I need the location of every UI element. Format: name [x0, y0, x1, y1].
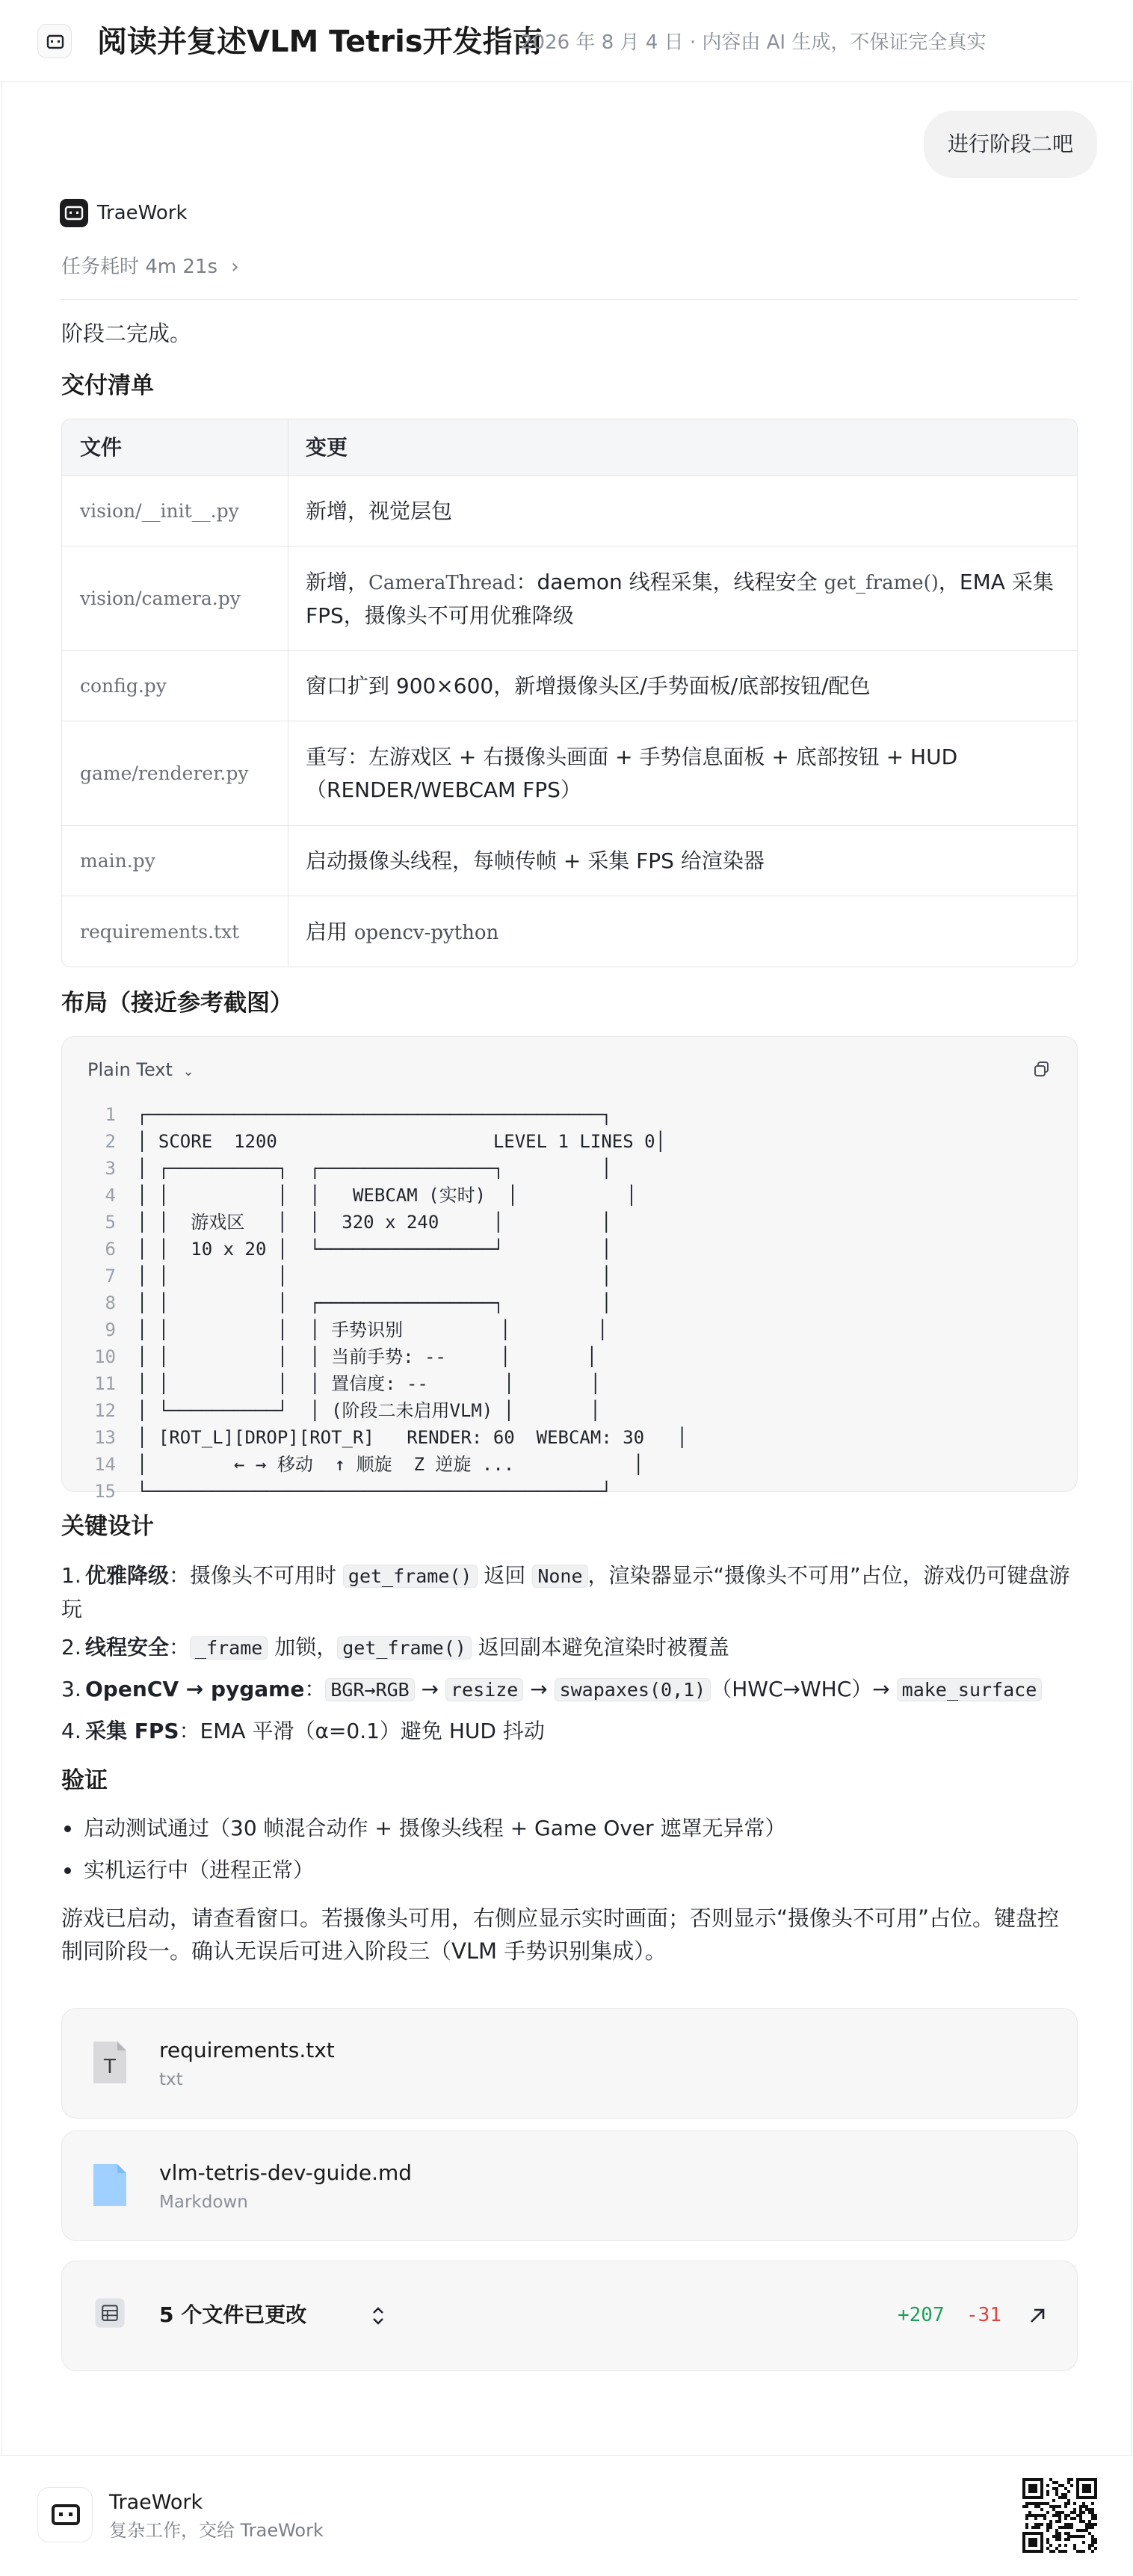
code-line-number: 11	[94, 1373, 116, 1394]
table-cell-change: 启动摄像头线程，每帧传帧 + 采集 FPS 给渲染器	[306, 848, 765, 873]
footer-tagline: 复杂工作，交给 TraeWork	[109, 2520, 324, 2541]
code-line: │ └──────────┘ │ (阶段二未启用VLM) │ │	[137, 1400, 601, 1421]
list-item-text: （HWC→WHC）→	[711, 1677, 897, 1701]
list-item-text: 返回	[477, 1563, 533, 1588]
code-line-number: 4	[105, 1185, 116, 1206]
code-language-select[interactable]	[87, 1058, 194, 1084]
code-line: │ │ │ │ 当前手势: -- │ │	[137, 1346, 598, 1367]
list-item-text: 加锁，	[268, 1635, 338, 1660]
code-inline: opencv-python	[354, 922, 499, 944]
code-line: │ │ │ │	[137, 1266, 612, 1287]
list-item-text: ：EMA 平滑（α=0.1）避免 HUD 抖动	[179, 1719, 545, 1743]
list-item-text: →	[523, 1677, 555, 1701]
markdown-file-icon	[90, 2161, 129, 2209]
table-cell-change: 新增，视觉层包	[306, 499, 453, 523]
closing-text: 游戏已启动，请查看窗口。若摄像头可用，右侧应显示实时画面；否则显示“摄像头不可用”占位。键盘控制同阶段一。确认无误后可进入阶段三（VLM 手势识别集成）。	[61, 1905, 1060, 1964]
code-inline: get_frame()	[337, 1636, 472, 1660]
code-inline: get_frame()	[824, 572, 939, 594]
task-duration-toggle[interactable]	[61, 254, 239, 280]
list-item-text: 返回副本避免渲染时被覆盖	[471, 1635, 729, 1660]
code-line: │ ┌──────────┐ ┌────────────────┐ │	[137, 1158, 612, 1179]
file-type: Markdown	[159, 2193, 248, 2212]
list-item	[61, 1715, 1078, 1748]
code-line: │ │ 10 x 20 │ └────────────────┘ │	[137, 1239, 612, 1260]
footer-brand-name: TraeWork	[109, 2491, 203, 2514]
list-item-title: 采集 FPS	[85, 1719, 179, 1743]
list-item-text: ：	[304, 1677, 326, 1701]
table-cell-change	[306, 566, 1061, 632]
table-cell-file: vision/camera.py	[80, 588, 241, 609]
page-subtitle: 2026 年 8 月 4 日 · 内容由 AI 生成，不保证完全真实	[520, 31, 987, 54]
change-text: ：daemon 线程采集，线程安全	[516, 570, 824, 594]
file-type: txt	[159, 2070, 183, 2089]
code-line-number: 1	[105, 1104, 116, 1125]
changes-summary-card[interactable]	[61, 2261, 1078, 2371]
table-row	[62, 546, 1077, 651]
open-external-icon[interactable]	[1026, 2305, 1049, 2327]
qr-code-icon	[1022, 2478, 1097, 2553]
bullet	[64, 1867, 71, 1874]
code-line: ┌──────────────────────────────────────────┐	[137, 1104, 612, 1125]
file-name: requirements.txt	[159, 2038, 335, 2062]
code-line: │ ← → 移动 ↑ 顺旋 Z 逆旋 ... │	[137, 1454, 644, 1475]
table-row	[62, 476, 1077, 546]
task-duration-label: 任务耗时 4m 21s	[61, 256, 218, 278]
table-row	[62, 896, 1077, 967]
deliverables-table	[61, 419, 1078, 967]
design-heading: 关键设计	[61, 1513, 154, 1540]
list-item-text: ，渲染器显示“摄像头不可用”占位，游戏仍可键盘游玩	[61, 1563, 1070, 1621]
bullet	[64, 1825, 71, 1832]
code-line-number: 15	[94, 1481, 116, 1502]
change-text: 启用	[306, 919, 354, 944]
list-item: 实机运行中（进程正常）	[84, 1858, 315, 1882]
code-line-number: 14	[94, 1454, 116, 1475]
table-cell-change: 重写：左游戏区 + 右摄像头画面 + 手势信息面板 + 底部按钮 + HUD（RENDER/WEBCAM FPS）	[306, 745, 958, 802]
svg-text:T: T	[104, 2056, 116, 2078]
table-row	[62, 721, 1077, 826]
text-file-icon	[90, 2039, 129, 2086]
list-number: 2.	[61, 1635, 81, 1660]
table-header-change: 变更	[306, 435, 348, 460]
chevron-right-icon: ›	[231, 256, 239, 278]
table-cell-file: requirements.txt	[80, 921, 240, 943]
chevron-up-down-icon[interactable]	[370, 2305, 386, 2327]
deletions-count: -31	[966, 2304, 1001, 2326]
layout-heading: 布局（接近参考截图）	[61, 990, 293, 1017]
file-card-requirements[interactable]	[61, 2008, 1078, 2119]
code-inline: BGR→RGB	[325, 1678, 414, 1701]
chevron-down-icon: ⌄	[182, 1064, 194, 1079]
code-inline: None	[532, 1565, 587, 1588]
list-item	[61, 1673, 1078, 1707]
intro-text: 阶段二完成。	[61, 321, 192, 346]
list-number: 3.	[61, 1677, 81, 1701]
code-line-number: 7	[105, 1266, 116, 1287]
table-cell-file: vision/__init__.py	[80, 500, 239, 522]
code-line: │ │ │ │ WEBCAM (实时) │ │	[137, 1185, 637, 1206]
code-line-number: 5	[105, 1212, 116, 1233]
code-line: │ │ │ │ 置信度: -- │ │	[137, 1373, 602, 1394]
code-inline: _frame	[190, 1636, 268, 1660]
code-line: │ │ │ ┌────────────────┐ │	[137, 1292, 612, 1313]
traework-logo-icon	[60, 199, 88, 227]
code-line-number: 13	[94, 1427, 116, 1448]
change-text: 新增，	[306, 570, 369, 594]
code-line-number: 2	[105, 1131, 116, 1152]
code-line-number: 12	[94, 1400, 116, 1421]
table-cell-change: 窗口扩到 900×600，新增摄像头区/手势面板/底部按钮/配色	[306, 674, 871, 698]
code-line: └──────────────────────────────────────────┘	[137, 1481, 612, 1502]
table-header	[62, 419, 1077, 476]
list-item-text: →	[414, 1677, 445, 1701]
list-item	[61, 1631, 1078, 1665]
footer	[0, 2455, 1133, 2576]
traework-logo-icon	[37, 2487, 93, 2542]
file-card-guide[interactable]	[61, 2130, 1078, 2241]
table-row	[62, 651, 1077, 721]
code-line-number: 3	[105, 1158, 116, 1179]
code-line: │ │ 游戏区 │ │ 320 x 240 │ │	[137, 1212, 612, 1233]
deliverables-heading: 交付清单	[61, 372, 154, 399]
file-name: vlm-tetris-dev-guide.md	[159, 2160, 413, 2185]
list-item-title: 线程安全	[85, 1635, 170, 1660]
table-cell-file: game/renderer.py	[80, 762, 249, 784]
copy-icon[interactable]	[1032, 1059, 1052, 1079]
agent-name: TraeWork	[97, 202, 188, 224]
page-title: 阅读并复述VLM Tetris开发指南	[97, 25, 543, 59]
code-block	[61, 1036, 1078, 1502]
code-line: │ [ROT_L][DROP][ROT_R] RENDER: 60 WEBCAM: 30 │	[137, 1427, 688, 1448]
additions-count: +207	[898, 2304, 945, 2326]
list-item-text: ：摄像头不可用时	[169, 1563, 343, 1588]
list-item-title: 优雅降级	[85, 1563, 170, 1588]
divider	[60, 299, 1078, 300]
verify-heading: 验证	[61, 1767, 108, 1794]
robot-icon	[38, 25, 72, 59]
code-inline: get_frame()	[343, 1565, 478, 1588]
table-cell-file: config.py	[80, 675, 167, 697]
list-item: 启动测试通过（30 帧混合动作 + 摄像头线程 + Game Over 遮罩无异常）	[84, 1816, 786, 1840]
code-line-number: 8	[105, 1292, 116, 1313]
table-cell-change	[306, 916, 1061, 949]
table-cell-file: main.py	[80, 850, 155, 872]
changes-label: 5 个文件已更改	[159, 2302, 307, 2327]
header	[0, 0, 1133, 82]
list-number: 4.	[61, 1719, 81, 1743]
file-changes-icon	[90, 2297, 129, 2336]
code-language-label: Plain Text	[87, 1059, 173, 1080]
code-inline: resize	[445, 1678, 523, 1701]
code-line: │ SCORE 1200 LEVEL 1 LINES 0│	[137, 1131, 667, 1152]
code-line: │ │ │ │ 手势识别 │ │	[137, 1319, 608, 1340]
list-item-text: ：	[169, 1635, 191, 1660]
user-message-bubble: 进行阶段二吧	[924, 111, 1097, 178]
code-inline: CameraThread	[368, 572, 516, 594]
list-number: 1.	[61, 1563, 81, 1588]
code-inline: make_surface	[897, 1678, 1043, 1701]
code-line-number: 6	[105, 1239, 116, 1260]
code-line-number: 9	[105, 1319, 116, 1340]
app-icon[interactable]	[37, 24, 72, 58]
change-text: ，EMA 采集 FPS，摄像头不可用优雅降级	[306, 570, 1054, 628]
code-line-number: 10	[94, 1346, 116, 1367]
list-item	[61, 1559, 1078, 1626]
code-inline: swapaxes(0,1)	[555, 1678, 711, 1701]
table-header-file: 文件	[80, 435, 123, 460]
list-item-title: OpenCV → pygame	[85, 1677, 305, 1701]
table-row	[62, 826, 1077, 896]
